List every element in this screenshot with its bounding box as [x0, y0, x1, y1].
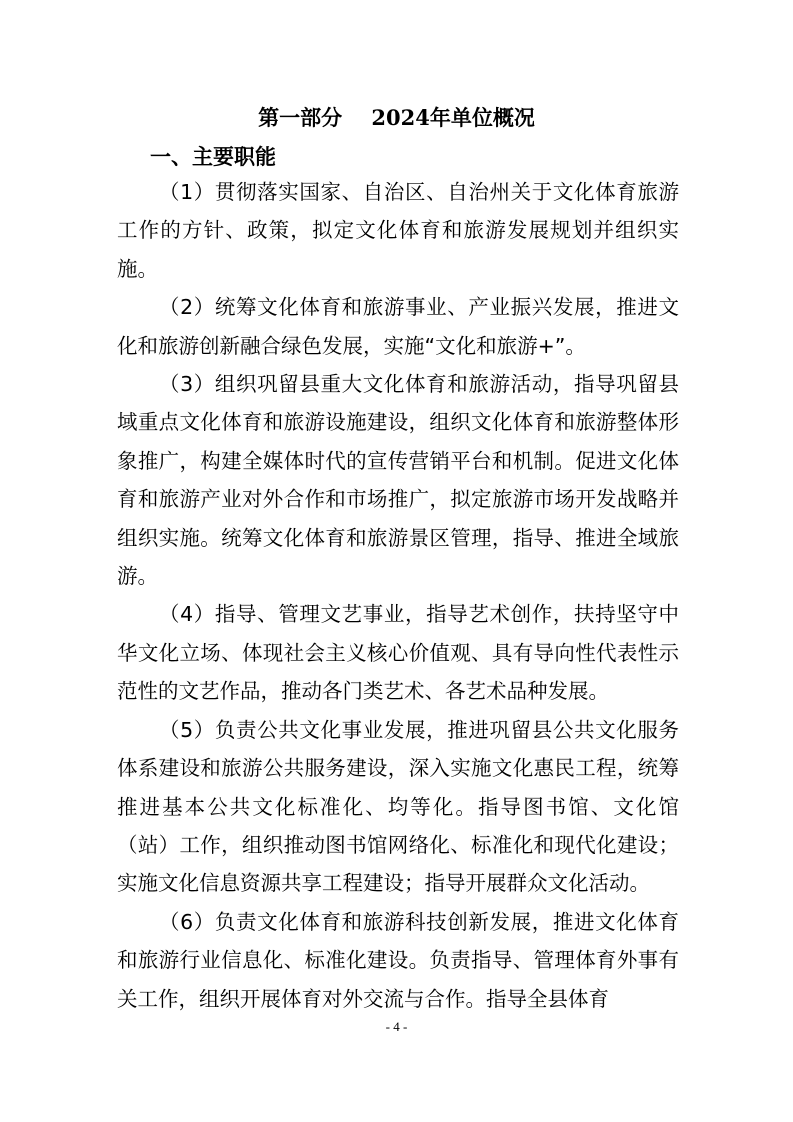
- body-text: [117, 173, 679, 1018]
- section-heading: 一、主要职能: [150, 144, 276, 169]
- page-number: - 4 -: [385, 1019, 408, 1034]
- paragraph-duty-6: （6）负责文化体育和旅游科技创新发展，推进文化体育和旅游行业信息化、标准化建设。负责指导、管理体育外事有关工作，组织开展体育对外交流与合作。指导全县体育: [117, 909, 679, 1011]
- paragraph-duty-2: （2）统筹文化体育和旅游事业、产业振兴发展，推进文化和旅游创新融合绿色发展，实施“文化和旅游+”。: [117, 295, 679, 358]
- paragraph-duty-3: （3）组织巩留县重大文化体育和旅游活动，指导巩留县域重点文化体育和旅游设施建设，组织文化体育和旅游整体形象推广，构建全媒体时代的宣传营销平台和机制。促进文化体育和旅游产业对外合作和市场推广，拟定旅游市场开发战略并组织实施。统筹文化体育和旅游景区管理，指导、推进全域旅游。: [117, 372, 679, 589]
- paragraph-duty-5: （5）负责公共文化事业发展，推进巩留县公共文化服务体系建设和旅游公共服务建设，深入实施文化惠民工程，统筹推进基本公共文化标准化、均等化。指导图书馆、文化馆（站）工作，组织推动图书馆网络化、标准化和现代化建设；实施文化信息资源共享工程建设；指导开展群众文化活动。: [117, 717, 679, 896]
- part-title: 第一部分 2024年单位概况: [258, 105, 535, 130]
- paragraph-duty-1: （1）贯彻落实国家、自治区、自治州关于文化体育旅游工作的方针、政策，拟定文化体育和旅游发展规划并组织实施。: [117, 180, 679, 281]
- paragraph-duty-4: （4）指导、管理文艺事业，指导艺术创作，扶持坚守中华文化立场、体现社会主义核心价值观、具有导向性代表性示范性的文艺作品，推动各门类艺术、各艺术品种发展。: [117, 602, 679, 704]
